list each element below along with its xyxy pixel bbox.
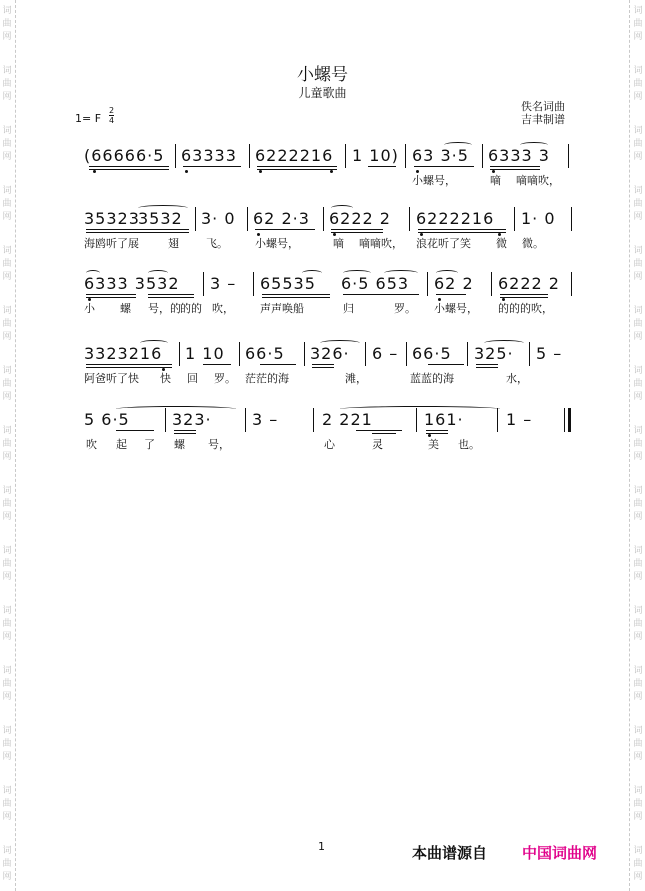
watermark-char: 词 (633, 126, 643, 136)
measure: 6 – (372, 344, 399, 363)
barline (514, 207, 515, 231)
slur (116, 406, 236, 412)
barline (409, 207, 410, 231)
barline (365, 342, 366, 366)
measure: 63 3·5 (412, 146, 469, 165)
watermark-char: 曲 (633, 859, 643, 869)
measure: 1 10) (352, 146, 399, 165)
watermark-char: 词 (2, 606, 12, 616)
barline (482, 144, 483, 168)
lyricist-credit: 佚名词曲 (521, 100, 565, 113)
underline (116, 430, 154, 431)
measure: 1 – (506, 410, 533, 429)
measure: (66666·5 (84, 146, 165, 165)
watermark-char: 网 (633, 752, 643, 762)
underline (183, 166, 241, 167)
lyric: 滩， (345, 372, 367, 385)
watermark-char: 网 (2, 92, 12, 102)
watermark-char: 曲 (633, 619, 643, 629)
lyric: 的的 (180, 302, 202, 315)
watermark-char: 词 (2, 126, 12, 136)
watermark-char: 词 (633, 606, 643, 616)
watermark-char: 曲 (633, 79, 643, 89)
lyric: 了 (144, 438, 155, 451)
lyric: 小 (84, 302, 95, 315)
lyric: 阿爸听了快 (84, 372, 139, 385)
credits (521, 100, 565, 126)
measure: 325· (474, 344, 514, 363)
slur (444, 142, 472, 148)
measure: 3 – (252, 410, 279, 429)
song-title: 小螺号 (297, 65, 348, 85)
watermark-char: 网 (2, 752, 12, 762)
barline (323, 207, 324, 231)
barline (406, 342, 407, 366)
lyric: 回 (187, 372, 198, 385)
measure: 3532 (138, 209, 183, 228)
barline (568, 144, 569, 168)
measure: 6222216 (255, 146, 334, 165)
measure: 63333 (181, 146, 237, 165)
lyric: 小螺号， (434, 302, 478, 315)
watermark-char: 词 (2, 246, 12, 256)
lyric: 号， (208, 438, 230, 451)
watermark-char: 词 (2, 486, 12, 496)
underline (490, 166, 540, 170)
underline (331, 229, 383, 233)
lyric: 微 (496, 237, 507, 250)
meter-top: 2 (109, 106, 115, 115)
lyric: 罗。 (394, 302, 416, 315)
barline (195, 207, 196, 231)
watermark-char: 曲 (633, 799, 643, 809)
watermark-char: 曲 (633, 319, 643, 329)
watermark-char: 网 (633, 152, 643, 162)
lyric: 声声唤船 (260, 302, 304, 315)
lyric: 茫茫的海 (245, 372, 289, 385)
underline (476, 364, 498, 368)
watermark-char: 曲 (633, 739, 643, 749)
score-row-3 (0, 270, 645, 340)
measure: 1 10 (185, 344, 225, 363)
watermark-char: 网 (633, 272, 643, 282)
lyric: 也。 (458, 438, 480, 451)
measure: 2 221 (322, 410, 373, 429)
watermark-char: 网 (633, 32, 643, 42)
measure: 6222 2 (498, 274, 560, 293)
underline (89, 166, 169, 170)
underline (428, 364, 464, 365)
watermark-char: 曲 (2, 679, 12, 689)
slur (384, 270, 418, 276)
lyric: 嘀 (490, 174, 501, 187)
slur (331, 205, 353, 211)
underline (257, 166, 337, 170)
lyric: 翅 (168, 237, 179, 250)
barline (175, 144, 176, 168)
final-barline (568, 408, 571, 432)
measure: 6333 3532 (84, 274, 180, 293)
lyric: 微。 (522, 237, 544, 250)
lyric: 水， (506, 372, 528, 385)
lyric: 飞。 (206, 237, 228, 250)
lyric: 的的的吹， (498, 302, 553, 315)
slur (484, 340, 524, 346)
watermark-char: 网 (2, 872, 12, 882)
lyric: 灵 (372, 438, 383, 451)
measure: 5 6·5 (84, 410, 130, 429)
lyric: 吹 (86, 438, 97, 451)
measure: 6·5 653 (341, 274, 410, 293)
underline (255, 229, 315, 230)
measure: 66·5 (412, 344, 452, 363)
lyric: 吹， (212, 302, 234, 315)
underline (343, 294, 419, 295)
underline (148, 294, 194, 298)
watermark-char: 网 (2, 812, 12, 822)
watermark-char: 网 (633, 632, 643, 642)
arranger-credit: 吉聿制谱 (521, 113, 565, 126)
measure: 326· (310, 344, 350, 363)
lyric: 小螺号， (255, 237, 299, 250)
lyric: 螺 (120, 302, 131, 315)
watermark-char: 网 (633, 572, 643, 582)
underline (260, 364, 296, 365)
watermark-char: 网 (633, 92, 643, 102)
watermark-char: 曲 (633, 379, 643, 389)
watermark-char: 曲 (633, 499, 643, 509)
measure: 6222 2 (329, 209, 391, 228)
barline (491, 272, 492, 296)
lyric: 归 (343, 302, 354, 315)
lyric: 嘀嘀吹， (516, 174, 560, 187)
measure: 5 – (536, 344, 563, 363)
watermark-char: 词 (2, 6, 12, 16)
slur (340, 406, 500, 412)
watermark-char: 网 (2, 452, 12, 462)
slur (320, 340, 360, 346)
watermark-char: 曲 (2, 739, 12, 749)
watermark-char: 词 (633, 306, 643, 316)
watermark-char: 词 (633, 546, 643, 556)
watermark-char: 词 (2, 66, 12, 76)
underline (372, 430, 396, 434)
watermark-char: 词 (633, 846, 643, 856)
measure: 161· (424, 410, 464, 429)
watermark-char: 网 (2, 32, 12, 42)
watermark-char: 网 (2, 332, 12, 342)
watermark-char: 词 (633, 726, 643, 736)
source-label: 本曲谱源自 (412, 844, 488, 862)
watermark-char: 词 (2, 786, 12, 796)
barline (564, 408, 565, 432)
watermark-char: 词 (633, 6, 643, 16)
slur (140, 340, 168, 346)
watermark-char: 词 (2, 426, 12, 436)
watermark-char: 网 (2, 272, 12, 282)
lyric: 浪花听了笑 (416, 237, 471, 250)
underline (174, 430, 196, 434)
watermark-char: 网 (633, 512, 643, 522)
barline (571, 207, 572, 231)
watermark-char: 词 (2, 846, 12, 856)
watermark-char: 曲 (2, 799, 12, 809)
measure: 66·5 (245, 344, 285, 363)
barline (249, 144, 250, 168)
measure: 65535 (260, 274, 316, 293)
underline (203, 364, 231, 365)
underline (86, 229, 189, 233)
measure: 6333 3 (488, 146, 550, 165)
watermark-char: 网 (633, 452, 643, 462)
barline (304, 342, 305, 366)
lyric: 起 (116, 438, 127, 451)
watermark-char: 网 (2, 152, 12, 162)
measure: 1· 0 (521, 209, 556, 228)
underline (418, 229, 506, 233)
underline (86, 294, 136, 298)
watermark-char: 词 (2, 546, 12, 556)
watermark-char: 词 (633, 246, 643, 256)
barline (245, 408, 246, 432)
watermark-char: 网 (2, 392, 12, 402)
barline (427, 272, 428, 296)
watermark-char: 网 (2, 512, 12, 522)
slur (343, 270, 371, 276)
meter-bottom: 4 (109, 116, 115, 125)
watermark-char: 曲 (633, 139, 643, 149)
underline (414, 166, 474, 167)
lyric: 螺 (174, 438, 185, 451)
barline (247, 207, 248, 231)
watermark-char: 词 (633, 66, 643, 76)
watermark-char: 曲 (633, 19, 643, 29)
slur (148, 270, 168, 276)
watermark-char: 词 (2, 186, 12, 196)
watermark-char: 曲 (2, 499, 12, 509)
watermark-char: 网 (633, 812, 643, 822)
lyric: 嘀嘀吹， (359, 237, 403, 250)
slur (138, 205, 188, 211)
watermark-char: 网 (2, 692, 12, 702)
song-subtitle: 儿童歌曲 (298, 86, 347, 100)
site-link[interactable]: 中国词曲网 (522, 844, 598, 862)
barline (239, 342, 240, 366)
barline (529, 342, 530, 366)
measure: 323· (172, 410, 212, 429)
watermark-char: 词 (633, 366, 643, 376)
watermark-char: 曲 (633, 199, 643, 209)
watermark-char: 网 (633, 212, 643, 222)
underline (368, 166, 396, 167)
watermark-char: 词 (2, 366, 12, 376)
lyric: 快 (160, 372, 171, 385)
key-signature: 1= F (75, 112, 102, 125)
underline (86, 364, 172, 368)
watermark-char: 网 (2, 632, 12, 642)
watermark-char: 网 (633, 872, 643, 882)
score-row-4 (0, 340, 645, 410)
time-signature (109, 106, 114, 125)
watermark-char: 网 (2, 212, 12, 222)
score-row-1 (0, 142, 645, 212)
barline (467, 342, 468, 366)
lyric: 罗。 (214, 372, 236, 385)
slur (86, 270, 100, 276)
watermark-char: 词 (633, 426, 643, 436)
watermark-char: 曲 (633, 679, 643, 689)
slur (436, 270, 458, 276)
watermark-char: 曲 (2, 199, 12, 209)
measure: 3· 0 (201, 209, 236, 228)
barline (253, 272, 254, 296)
watermark-char: 曲 (2, 139, 12, 149)
lyric: 蓝蓝的海 (410, 372, 454, 385)
watermark-char: 词 (2, 726, 12, 736)
measure: 62 2 (434, 274, 474, 293)
watermark-char: 词 (2, 306, 12, 316)
lyric: 海鸥听了展 (84, 237, 139, 250)
lyric: 美 (428, 438, 439, 451)
watermark-char: 曲 (2, 379, 12, 389)
watermark-char: 词 (633, 186, 643, 196)
underline (436, 294, 466, 295)
watermark-char: 曲 (2, 559, 12, 569)
slur (302, 270, 322, 276)
watermark-char: 网 (633, 392, 643, 402)
watermark-char: 曲 (2, 319, 12, 329)
slur (520, 142, 548, 148)
watermark-char: 曲 (2, 619, 12, 629)
watermark-char: 词 (2, 666, 12, 676)
barline (571, 272, 572, 296)
barline (179, 342, 180, 366)
barline (405, 144, 406, 168)
lyric: 嘀 (333, 237, 344, 250)
barline (203, 272, 204, 296)
watermark-char: 曲 (2, 19, 12, 29)
watermark-char: 曲 (2, 79, 12, 89)
page-number: 1 (318, 840, 325, 853)
watermark-char: 词 (633, 486, 643, 496)
watermark-char: 网 (633, 332, 643, 342)
measure: 35323 (84, 209, 140, 228)
barline (345, 144, 346, 168)
lyric: 小螺号， (412, 174, 456, 187)
measure: 6222216 (416, 209, 495, 228)
score-row-5 (0, 406, 645, 476)
watermark-char: 曲 (2, 859, 12, 869)
underline (500, 294, 548, 298)
watermark-char: 词 (633, 666, 643, 676)
measure: 3323216 (84, 344, 163, 363)
underline (312, 364, 334, 368)
watermark-char: 曲 (633, 559, 643, 569)
lyric: 号，的 (148, 302, 181, 315)
lyric: 心 (324, 438, 335, 451)
watermark-char: 曲 (2, 259, 12, 269)
underline (262, 294, 330, 298)
watermark-char: 曲 (633, 439, 643, 449)
watermark-char: 网 (2, 572, 12, 582)
measure: 3 – (210, 274, 237, 293)
barline (313, 408, 314, 432)
watermark-char: 词 (633, 786, 643, 796)
watermark-char: 曲 (633, 259, 643, 269)
score-row-2 (0, 205, 645, 275)
watermark-char: 网 (633, 692, 643, 702)
watermark-char: 曲 (2, 439, 12, 449)
measure: 62 2·3 (253, 209, 310, 228)
